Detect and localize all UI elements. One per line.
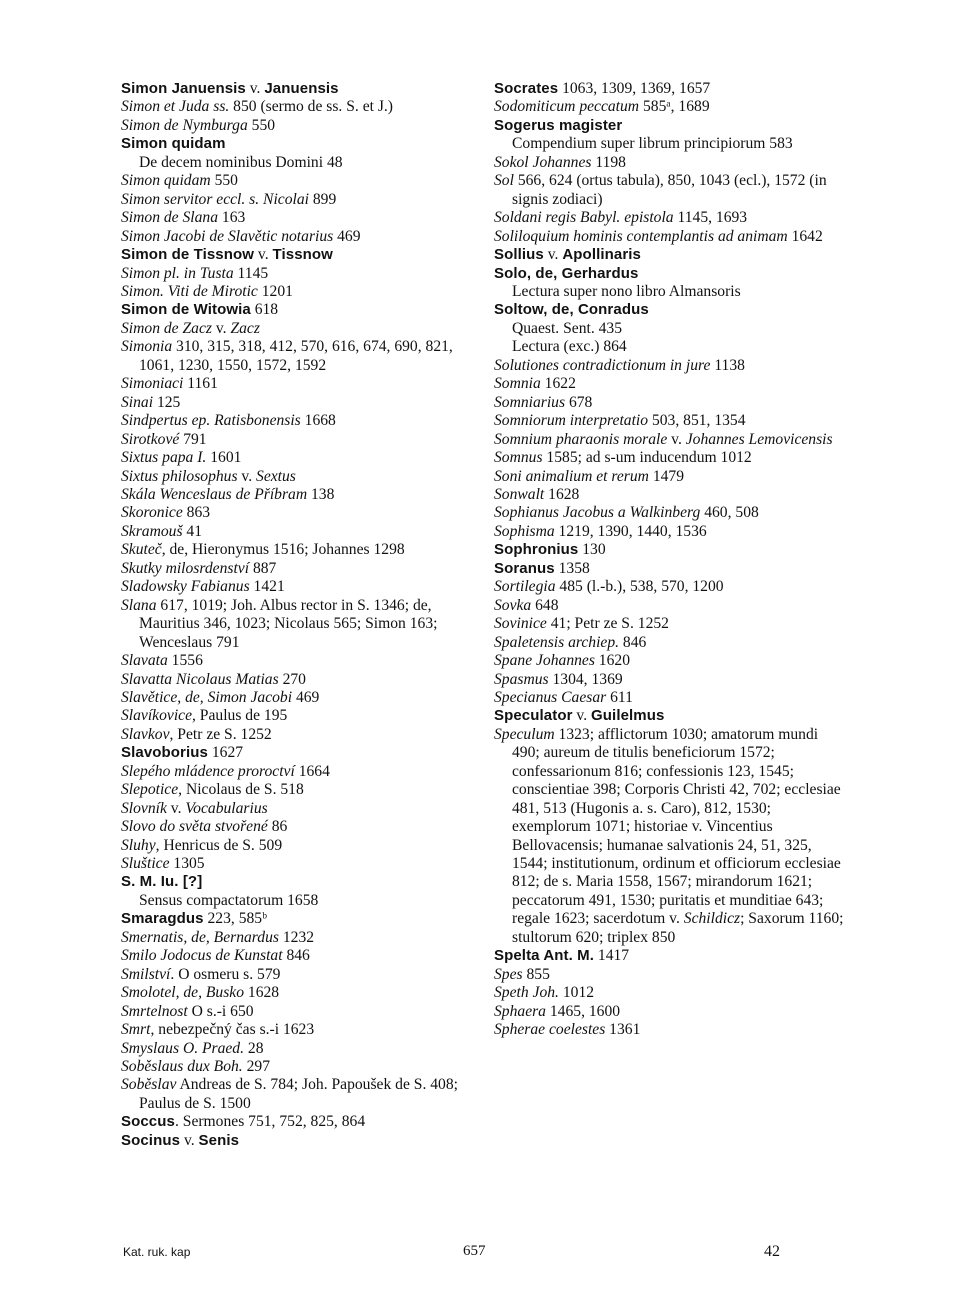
index-reference: 863 — [182, 504, 211, 522]
index-entry — [121, 80, 473, 98]
index-entry — [121, 578, 473, 596]
index-entry — [121, 984, 473, 1002]
index-reference: 1361 — [605, 1021, 641, 1039]
index-reference: 1305 — [169, 855, 205, 873]
index-entry — [121, 818, 473, 836]
index-term: Specianus Caesar — [494, 688, 607, 706]
index-term: Simoniaci — [121, 375, 184, 393]
index-entry — [121, 597, 473, 652]
index-term: Sol — [494, 172, 514, 190]
index-reference: , Henricus de S. 509 — [155, 836, 283, 854]
index-heading: Soranus — [494, 559, 555, 577]
index-term: Sortilegia — [494, 578, 556, 596]
index-heading: S. M. Iu. [?] — [121, 873, 203, 891]
index-term: Slavatta Nicolaus Matias — [121, 670, 279, 688]
index-reference: 460, 508 — [700, 504, 759, 522]
index-entry — [494, 246, 846, 264]
index-term: Soběslaus dux Boh. — [121, 1058, 243, 1076]
index-term: Slavíkovice — [121, 707, 192, 725]
index-reference: 297 — [242, 1058, 271, 1076]
index-heading: Tissnow — [272, 246, 333, 264]
index-entry — [121, 671, 473, 689]
index-entry — [121, 726, 473, 744]
index-reference: 270 — [278, 670, 306, 688]
index-term: Simon de Slana — [121, 209, 219, 227]
index-entry — [121, 652, 473, 670]
index-term: Simon servitor eccl. s. Nicolai — [121, 190, 309, 208]
index-entry — [494, 228, 846, 246]
footer-page-number: 42 — [764, 1243, 780, 1260]
index-entry — [121, 855, 473, 873]
index-reference: 791 — [179, 430, 207, 448]
index-reference: 1556 — [167, 652, 203, 670]
index-heading: Senis — [198, 1131, 240, 1149]
index-reference: 28 — [244, 1039, 264, 1057]
index-entry — [121, 98, 473, 116]
index-entry — [494, 523, 846, 541]
index-entry — [494, 947, 846, 965]
index-entry — [121, 283, 473, 301]
index-reference: 469 — [333, 227, 361, 245]
index-entry — [121, 431, 473, 449]
index-reference: 1012 — [558, 984, 595, 1002]
index-term: Sixtus philosophus — [121, 467, 238, 485]
index-term: Speculum — [494, 725, 555, 743]
index-heading: Speculator — [494, 707, 573, 725]
index-term: Sluhy — [121, 836, 156, 854]
index-reference: 1145, 1693 — [673, 209, 748, 227]
index-term: Sladowsky Fabianus — [121, 578, 250, 596]
index-term: Simon pl. in Tusta — [121, 264, 234, 282]
index-entry — [121, 449, 473, 467]
index-entry — [494, 504, 846, 522]
index-reference: O s.-i 650 — [187, 1002, 254, 1020]
index-reference: Lectura (exc.) 864 — [512, 338, 627, 356]
index-entry — [121, 1076, 473, 1113]
index-entry — [494, 154, 846, 172]
index-entry — [121, 837, 473, 855]
footer-catalog-label: Kat. ruk. kap — [123, 1245, 191, 1259]
index-entry — [494, 486, 846, 504]
index-reference: 846 — [282, 947, 310, 965]
index-heading: Apollinaris — [562, 246, 641, 264]
index-reference: 566, 624 (ortus tabula), 850, 1043 (ecl.), 1572 (in signis zodiaci) — [512, 172, 827, 208]
index-heading: Sogerus magister — [494, 116, 623, 134]
index-term: Soliloquium hominis contemplantis ad animam — [494, 227, 788, 245]
index-entry — [494, 671, 846, 689]
index-reference: Compendium super librum principiorum 583 — [512, 135, 793, 153]
index-entry — [494, 984, 846, 1002]
index-reference: 846 — [619, 633, 647, 651]
index-reference: 1421 — [249, 578, 285, 596]
index-entry — [494, 726, 846, 947]
index-entry — [121, 1132, 473, 1150]
index-reference: 1628 — [544, 485, 580, 503]
index-term: Sphaera — [494, 1002, 546, 1020]
index-reference: 850 (sermo de ss. S. et J.) — [229, 98, 394, 116]
index-term: Simon de Zacz — [121, 319, 212, 337]
index-entry — [494, 265, 846, 283]
index-term: Solutiones contradictionum in jure — [494, 356, 711, 374]
index-term: Spes — [494, 965, 523, 983]
index-term: Simon Jacobi de Slavětic notarius — [121, 227, 334, 245]
index-term: Simon et Juda ss. — [121, 98, 230, 116]
index-entry — [121, 504, 473, 522]
index-heading: Sophronius — [494, 541, 579, 559]
index-heading: Simon de Witowia — [121, 301, 251, 319]
index-reference: 855 — [522, 965, 550, 983]
index-heading: Januensis — [264, 80, 339, 97]
index-entry — [494, 578, 846, 596]
index-reference: 130 — [578, 541, 606, 559]
index-entry — [494, 652, 846, 670]
index-entry — [494, 615, 846, 633]
index-entry — [121, 154, 473, 172]
index-term: Smolotel, de, Busko — [121, 984, 244, 1002]
index-reference: 503, 851, 1354 — [648, 412, 746, 430]
index-entry — [494, 357, 846, 375]
index-reference: 1198 — [591, 153, 626, 171]
index-entry — [121, 394, 473, 412]
index-term: Skutky milosrdenství — [121, 559, 250, 577]
index-reference: , Nicolaus de S. 518 — [178, 781, 304, 799]
index-reference: 648 — [531, 596, 559, 614]
index-entry — [121, 892, 473, 910]
index-reference: , nebezpečný čas s.-i 1623 — [150, 1021, 315, 1039]
index-term: Sinai — [121, 393, 154, 411]
index-entry — [121, 744, 473, 762]
footer-sheet-number: 657 — [463, 1243, 486, 1259]
index-heading: Spelta Ant. M. — [494, 947, 595, 965]
index-reference: 138 — [307, 485, 335, 503]
index-term: Slavata — [121, 652, 168, 670]
index-reference: 1138 — [710, 356, 745, 374]
index-entry — [494, 689, 846, 707]
index-reference: 1479 — [648, 467, 685, 485]
index-entry — [121, 135, 473, 153]
index-entry — [494, 117, 846, 135]
index-term: Somnia — [494, 375, 541, 393]
index-entry — [121, 1021, 473, 1039]
index-term: Smilství — [121, 965, 171, 983]
index-term: Sonwalt — [494, 485, 545, 503]
index-entry — [121, 763, 473, 781]
index-entry — [494, 394, 846, 412]
index-term: Soni animalium et rerum — [494, 467, 649, 485]
index-term: Somnus — [494, 449, 543, 467]
index-reference: De decem nominibus Domini 48 — [139, 153, 343, 171]
index-heading: Soltow, de, Conradus — [494, 301, 649, 319]
index-reference: 1465, 1600 — [545, 1002, 621, 1020]
index-term: Sophianus Jacobus a Walkinberg — [494, 504, 701, 522]
index-reference: 1642 — [787, 227, 823, 245]
index-entry — [121, 1003, 473, 1021]
index-entry — [121, 265, 473, 283]
index-reference: 1219, 1390, 1440, 1536 — [554, 522, 707, 540]
index-heading: Simon de Tissnow — [121, 246, 255, 264]
index-reference: 1622 — [540, 375, 576, 393]
index-entry — [494, 412, 846, 430]
index-entry — [121, 246, 473, 264]
index-term: Sextus — [256, 467, 296, 485]
index-heading: Slavoborius — [121, 744, 208, 762]
index-reference: 1668 — [300, 412, 336, 430]
index-entry — [494, 597, 846, 615]
index-entry — [494, 375, 846, 393]
index-reference: 1417 — [594, 947, 630, 965]
index-term: Smernatis, de, Bernardus — [121, 928, 279, 946]
index-term: Spaletensis archiep. — [494, 633, 620, 651]
index-reference: 899 — [308, 190, 337, 208]
index-reference: 611 — [606, 688, 633, 706]
index-reference: 618 — [250, 301, 279, 319]
index-entry — [121, 301, 473, 319]
index-reference: 678 — [565, 393, 593, 411]
index-entry — [494, 301, 846, 319]
index-entry — [494, 707, 846, 725]
index-term: Sluštice — [121, 855, 170, 873]
index-reference: Sensus compactatorum 1658 — [139, 891, 319, 909]
index-reference: 1201 — [257, 282, 293, 300]
index-entry — [121, 191, 473, 209]
index-reference: 1304, 1369 — [548, 670, 623, 688]
index-reference: v. — [543, 246, 563, 264]
index-entry — [494, 1003, 846, 1021]
index-reference: 1358 — [554, 559, 590, 577]
index-term: Slana — [121, 596, 157, 614]
index-term: Simon quidam — [121, 172, 211, 190]
index-heading: Socinus — [121, 1131, 181, 1149]
index-entry — [494, 560, 846, 578]
index-reference: Quaest. Sent. 435 — [512, 319, 623, 337]
index-reference: 1161 — [183, 375, 218, 393]
index-term: Sovka — [494, 596, 532, 614]
index-term: Sodomiticum peccatum — [494, 98, 640, 116]
index-entry — [121, 486, 473, 504]
index-heading: Simon Januensis — [121, 80, 246, 97]
index-reference: 41 — [182, 522, 203, 540]
index-reference: 41; Petr ze S. 1252 — [546, 615, 669, 633]
index-entry — [494, 320, 846, 338]
index-term: Slavkov — [121, 725, 170, 743]
index-reference: 125 — [153, 393, 181, 411]
index-term: Simon de Nymburga — [121, 116, 248, 134]
index-reference: 485 (l.-b.), 538, 570, 1200 — [555, 578, 724, 596]
index-term: Sokol Johannes — [494, 153, 592, 171]
index-term: Simonia — [121, 338, 173, 356]
index-term: Somniorum interpretatio — [494, 412, 649, 430]
index-reference: v. — [667, 430, 686, 448]
index-entry — [494, 209, 846, 227]
index-reference: 86 — [267, 818, 288, 836]
index-heading: Soccus — [121, 1113, 175, 1131]
index-term: Zacz — [230, 319, 260, 337]
index-entry — [121, 1040, 473, 1058]
index-term: Spherae coelestes — [494, 1021, 606, 1039]
index-term: Somnium pharaonis morale — [494, 430, 668, 448]
index-entry — [121, 873, 473, 891]
index-entry — [121, 209, 473, 227]
index-entry — [121, 117, 473, 135]
index-entry — [121, 172, 473, 190]
index-term: Skoronice — [121, 504, 183, 522]
index-entry — [494, 283, 846, 301]
index-reference: 310, 315, 318, 412, 570, 616, 674, 690, 821, 1061, 1230, 1550, 1572, 1592 — [139, 338, 453, 374]
index-column-right — [494, 80, 846, 1040]
index-term: Sovinice — [494, 615, 547, 633]
index-term: Slavětice, de, Simon Jacobi — [121, 688, 293, 706]
index-reference: v. — [254, 246, 273, 264]
index-reference: v. — [572, 707, 592, 725]
index-term: Slepého mládence proroctví — [121, 762, 295, 780]
index-heading: Socrates — [494, 80, 559, 97]
index-reference: 550 — [210, 172, 238, 190]
index-reference: v. — [180, 1131, 199, 1149]
index-entry — [494, 98, 846, 116]
index-reference: 617, 1019; Joh. Albus rector in S. 1346; de, Mauritius 346, 1023; Nicolaus 565; Simon 163; Wenceslaus 791 — [139, 596, 438, 651]
index-term: Spane Johannes — [494, 652, 595, 670]
index-reference: v. — [166, 799, 186, 817]
index-reference: 1628 — [244, 984, 280, 1002]
index-term: Skuteč — [121, 541, 162, 559]
index-reference: . Sermones 751, 752, 825, 864 — [174, 1113, 366, 1131]
index-term: Somniarius — [494, 393, 566, 411]
index-entry — [121, 228, 473, 246]
index-entry — [494, 80, 846, 98]
index-term: Sirotkové — [121, 430, 180, 448]
index-term: Johannes Lemovicensis — [685, 430, 833, 448]
index-entry — [121, 523, 473, 541]
index-reference: 1145 — [233, 264, 269, 282]
index-entry — [121, 560, 473, 578]
index-heading: Guilelmus — [591, 707, 665, 725]
index-term: Smyslaus O. Praed. — [121, 1039, 245, 1057]
index-entry — [494, 449, 846, 467]
index-term: Soldani regis Babyl. epistola — [494, 209, 674, 227]
index-reference: 469 — [292, 688, 320, 706]
index-entry — [494, 468, 846, 486]
index-entry — [121, 468, 473, 486]
index-heading: Smaragdus — [121, 910, 204, 928]
index-entry — [121, 929, 473, 947]
index-term: Sophisma — [494, 522, 555, 540]
index-reference: , Petr ze S. 1252 — [169, 725, 272, 743]
index-reference: 585ᵃ, 1689 — [639, 98, 710, 116]
index-entry — [121, 689, 473, 707]
index-heading: Solo, de, Gerhardus — [494, 264, 639, 282]
index-reference: 1620 — [594, 652, 630, 670]
index-reference: ; Saxorum 1160; stultorum 620; triplex 850 — [512, 910, 844, 946]
index-entry — [494, 172, 846, 209]
index-reference: , de, Hieronymus 1516; Johannes 1298 — [161, 541, 405, 559]
index-reference: 1323; afflictorum 1030; amatorum mundi 490; aureum de titulis beneficiorum 1572; confessarionum 816; confessionis 123, 1545; conscientiae 398; Corporis Christi 42, 702; ecclesiae 481, 513 (Hugonis a. s. Caro), 812, 1530; exemplorum 1071; historiae v. Vincentius Bellovacensis; humanae salvationis 24, 51, 325, 1544; institutionum, ordinum et officiorum ecclesiae 812; de s. Maria 1558, 1567; mirandorum 1621; peccatorum 491, 1530; puritatis et munditiae 643; regale 1623; sacerdotum v. — [512, 725, 841, 928]
index-reference: 1063, 1309, 1369, 1657 — [558, 80, 711, 97]
index-reference: Andreas de S. 784; Joh. Papoušek de S. 408; Paulus de S. 1500 — [139, 1076, 458, 1112]
index-entry — [121, 1113, 473, 1131]
index-entry — [121, 1058, 473, 1076]
index-entry — [121, 947, 473, 965]
index-column-left — [121, 80, 473, 1150]
index-term: Simon. Viti de Mirotic — [121, 282, 258, 300]
index-entry — [121, 375, 473, 393]
index-term: Soběslav — [121, 1076, 177, 1094]
index-term: Slovník — [121, 799, 167, 817]
index-entry — [121, 338, 473, 375]
index-entry — [494, 966, 846, 984]
index-entry — [494, 431, 846, 449]
index-entry — [121, 800, 473, 818]
index-term: Skála Wenceslaus de Příbram — [121, 485, 308, 503]
index-reference: 1664 — [294, 762, 330, 780]
index-entry — [121, 412, 473, 430]
index-reference: 1627 — [207, 744, 244, 762]
index-reference: 1585; ad s-um inducendum 1012 — [542, 449, 752, 467]
index-entry — [494, 338, 846, 356]
index-term: Smrt — [121, 1021, 151, 1039]
index-entry — [494, 1021, 846, 1039]
index-entry — [121, 320, 473, 338]
index-entry — [494, 541, 846, 559]
index-entry — [121, 707, 473, 725]
index-entry — [494, 634, 846, 652]
index-reference: Lectura super nono libro Almansoris — [512, 282, 741, 300]
index-term: Schildicz — [683, 910, 741, 928]
index-term: Skramouš — [121, 522, 183, 540]
index-reference: 550 — [247, 116, 276, 134]
index-entry — [121, 966, 473, 984]
index-reference: 1232 — [278, 928, 315, 946]
index-reference: . O osmeru s. 579 — [170, 965, 281, 983]
index-reference: v. — [245, 80, 265, 97]
index-entry — [121, 781, 473, 799]
index-entry — [121, 541, 473, 559]
index-term: Spasmus — [494, 670, 549, 688]
index-heading: Sollius — [494, 246, 544, 264]
index-term: Slovo do světa stvořené — [121, 818, 268, 836]
index-term: Vocabularius — [185, 799, 268, 817]
index-entry — [494, 135, 846, 153]
index-reference: 1601 — [206, 449, 242, 467]
index-reference: , Paulus de 195 — [192, 707, 288, 725]
index-entry — [121, 910, 473, 928]
index-term: Smilo Jodocus de Kunstat — [121, 947, 283, 965]
index-reference: 223, 585ᵇ — [203, 910, 267, 928]
index-heading: Simon quidam — [121, 135, 226, 153]
index-term: Sixtus papa I. — [121, 449, 207, 467]
index-term: Smrtelnost — [121, 1002, 188, 1020]
index-reference: 163 — [218, 209, 246, 227]
index-reference: v. — [237, 467, 257, 485]
index-term: Speth Joh. — [494, 984, 559, 1002]
index-term: Sindpertus ep. Ratisbonensis — [121, 412, 301, 430]
index-reference: 887 — [249, 559, 277, 577]
index-term: Slepotice — [121, 781, 179, 799]
index-reference: v. — [211, 319, 231, 337]
